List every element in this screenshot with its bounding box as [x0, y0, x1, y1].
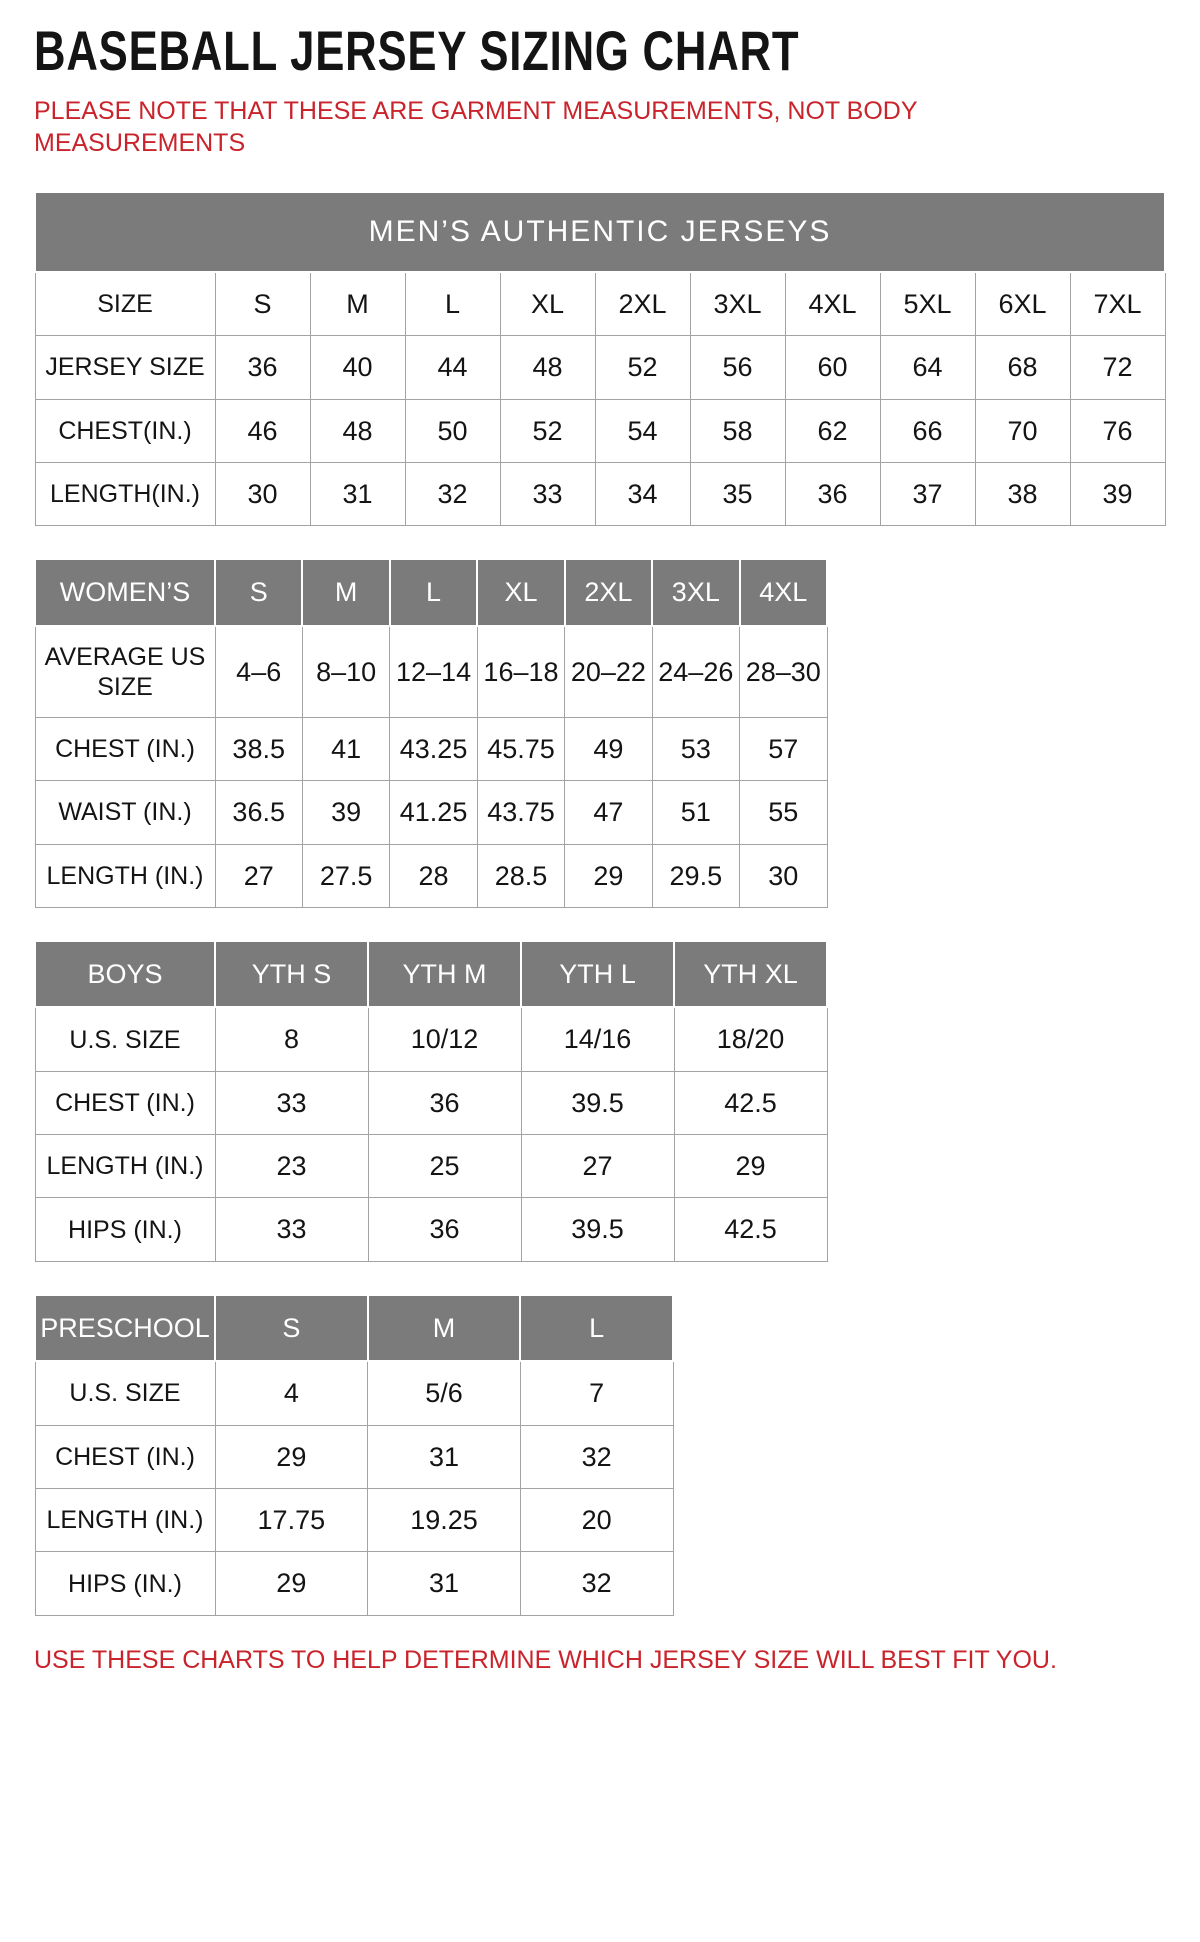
womens-size-value: 45.75 — [477, 717, 564, 780]
preschool-size-value: 29 — [215, 1425, 368, 1488]
womens-size-value: 51 — [652, 781, 739, 844]
mens-size-value: 40 — [310, 336, 405, 399]
mens-size-value: 76 — [1070, 399, 1165, 462]
boys-row-label: LENGTH (IN.) — [35, 1135, 215, 1198]
preschool-row — [35, 1489, 673, 1552]
preschool-size-value: 20 — [520, 1489, 673, 1552]
boys-size-value: 42.5 — [674, 1198, 827, 1261]
womens-size-value: 4–6 — [215, 626, 302, 718]
preschool-row — [35, 1552, 673, 1615]
womens-size-value: 41 — [302, 717, 389, 780]
boys-size-value: 39.5 — [521, 1071, 674, 1134]
boys-column-header: YTH S — [215, 941, 368, 1007]
mens-size-value: 36 — [215, 336, 310, 399]
womens-size-value: 39 — [302, 781, 389, 844]
mens-size-value: 48 — [310, 399, 405, 462]
womens-size-value: 29.5 — [652, 844, 739, 907]
boys-size-value: 33 — [215, 1071, 368, 1134]
mens-size-value: 62 — [785, 399, 880, 462]
preschool-header-label: PRESCHOOL — [35, 1295, 215, 1361]
boys-size-value: 14/16 — [521, 1007, 674, 1071]
preschool-size-value: 5/6 — [368, 1361, 521, 1425]
mens-size-value: 30 — [215, 462, 310, 525]
mens-size-value: 46 — [215, 399, 310, 462]
mens-size-value: 7XL — [1070, 272, 1165, 336]
womens-size-value: 30 — [740, 844, 827, 907]
womens-row — [35, 781, 827, 844]
womens-column-header: 3XL — [652, 559, 739, 625]
boys-size-value: 36 — [368, 1198, 521, 1261]
womens-size-value: 8–10 — [302, 626, 389, 718]
boys-row — [35, 1071, 827, 1134]
womens-column-header: L — [390, 559, 477, 625]
boys-size-value: 39.5 — [521, 1198, 674, 1261]
mens-title-row — [35, 192, 1165, 272]
mens-size-value: 52 — [500, 399, 595, 462]
womens-row-label: WAIST (IN.) — [35, 781, 215, 844]
boys-column-header: YTH XL — [674, 941, 827, 1007]
boys-size-value: 10/12 — [368, 1007, 521, 1071]
womens-column-header: M — [302, 559, 389, 625]
mens-size-value: 70 — [975, 399, 1070, 462]
page-title-text: BASEBALL JERSEY SIZING CHART — [34, 19, 800, 82]
mens-size-value: 32 — [405, 462, 500, 525]
boys-row-label: HIPS (IN.) — [35, 1198, 215, 1261]
preschool-column-header: M — [368, 1295, 521, 1361]
womens-size-value: 24–26 — [652, 626, 739, 718]
boys-row — [35, 1007, 827, 1071]
mens-size-value: 54 — [595, 399, 690, 462]
womens-size-value: 28–30 — [740, 626, 827, 718]
womens-column-header: 2XL — [565, 559, 652, 625]
preschool-size-value: 29 — [215, 1552, 368, 1615]
womens-size-value: 47 — [565, 781, 652, 844]
boys-size-value: 36 — [368, 1071, 521, 1134]
mens-size-value: 36 — [785, 462, 880, 525]
womens-size-value: 20–22 — [565, 626, 652, 718]
womens-column-header: S — [215, 559, 302, 625]
mens-size-value: M — [310, 272, 405, 336]
preschool-size-value: 17.75 — [215, 1489, 368, 1552]
boys-column-header: YTH L — [521, 941, 674, 1007]
mens-size-value: 37 — [880, 462, 975, 525]
womens-row-label: CHEST (IN.) — [35, 717, 215, 780]
womens-size-value: 28.5 — [477, 844, 564, 907]
boys-size-value: 42.5 — [674, 1071, 827, 1134]
mens-size-value: 60 — [785, 336, 880, 399]
mens-size-value: 4XL — [785, 272, 880, 336]
boys-column-header: YTH M — [368, 941, 521, 1007]
womens-size-value: 43.25 — [390, 717, 477, 780]
preschool-column-header: S — [215, 1295, 368, 1361]
womens-header-row — [35, 559, 827, 625]
womens-size-value: 27.5 — [302, 844, 389, 907]
preschool-size-value: 31 — [368, 1552, 521, 1615]
mens-size-value: 50 — [405, 399, 500, 462]
mens-row — [35, 399, 1165, 462]
preschool-row — [35, 1425, 673, 1488]
womens-sizing-table — [34, 558, 828, 908]
womens-size-value: 38.5 — [215, 717, 302, 780]
mens-size-value: 48 — [500, 336, 595, 399]
preschool-row-label: CHEST (IN.) — [35, 1425, 215, 1488]
mens-size-value: 66 — [880, 399, 975, 462]
womens-row — [35, 717, 827, 780]
womens-size-value: 36.5 — [215, 781, 302, 844]
womens-size-value: 43.75 — [477, 781, 564, 844]
womens-size-value: 41.25 — [390, 781, 477, 844]
preschool-size-value: 32 — [520, 1552, 673, 1615]
mens-size-value: 44 — [405, 336, 500, 399]
mens-size-value: 34 — [595, 462, 690, 525]
mens-size-value: 33 — [500, 462, 595, 525]
mens-row-label: JERSEY SIZE — [35, 336, 215, 399]
mens-size-value: XL — [500, 272, 595, 336]
womens-row — [35, 626, 827, 718]
preschool-sizing-table — [34, 1294, 674, 1616]
boys-size-value: 29 — [674, 1135, 827, 1198]
mens-size-value: 52 — [595, 336, 690, 399]
womens-size-value: 12–14 — [390, 626, 477, 718]
mens-sizing-table — [34, 191, 1166, 527]
womens-column-header: XL — [477, 559, 564, 625]
mens-row-label: LENGTH(IN.) — [35, 462, 215, 525]
womens-size-value: 55 — [740, 781, 827, 844]
preschool-row-label: LENGTH (IN.) — [35, 1489, 215, 1552]
preschool-row — [35, 1361, 673, 1425]
boys-row — [35, 1198, 827, 1261]
mens-size-value: 6XL — [975, 272, 1070, 336]
mens-size-value: 38 — [975, 462, 1070, 525]
boys-size-value: 27 — [521, 1135, 674, 1198]
womens-size-value: 16–18 — [477, 626, 564, 718]
boys-size-value: 18/20 — [674, 1007, 827, 1071]
womens-size-value: 57 — [740, 717, 827, 780]
boys-header-row — [35, 941, 827, 1007]
womens-row — [35, 844, 827, 907]
mens-row — [35, 336, 1165, 399]
mens-row-label: SIZE — [35, 272, 215, 336]
boys-size-value: 25 — [368, 1135, 521, 1198]
boys-row-label: CHEST (IN.) — [35, 1071, 215, 1134]
womens-row-label: AVERAGE US SIZE — [35, 626, 215, 718]
womens-size-value: 27 — [215, 844, 302, 907]
mens-row — [35, 272, 1165, 336]
boys-size-value: 23 — [215, 1135, 368, 1198]
mens-size-value: 58 — [690, 399, 785, 462]
fit-guidance-note: USE THESE CHARTS TO HELP DETERMINE WHICH JERSEY SIZE WILL BEST FIT YOU. — [34, 1645, 1057, 1674]
preschool-column-header: L — [520, 1295, 673, 1361]
womens-size-value: 28 — [390, 844, 477, 907]
mens-size-value: 68 — [975, 336, 1070, 399]
mens-size-value: 3XL — [690, 272, 785, 336]
womens-row-label: LENGTH (IN.) — [35, 844, 215, 907]
mens-size-value: L — [405, 272, 500, 336]
mens-row — [35, 462, 1165, 525]
mens-size-value: 56 — [690, 336, 785, 399]
preschool-size-value: 4 — [215, 1361, 368, 1425]
mens-row-label: CHEST(IN.) — [35, 399, 215, 462]
preschool-size-value: 32 — [520, 1425, 673, 1488]
mens-size-value: 64 — [880, 336, 975, 399]
mens-table-title: MEN’S AUTHENTIC JERSEYS — [35, 192, 1165, 272]
mens-size-value: 5XL — [880, 272, 975, 336]
boys-header-label: BOYS — [35, 941, 215, 1007]
womens-size-value: 29 — [565, 844, 652, 907]
tables-container — [34, 191, 1166, 1616]
page-title — [34, 19, 1166, 82]
mens-size-value: 72 — [1070, 336, 1165, 399]
boys-row — [35, 1135, 827, 1198]
preschool-size-value: 7 — [520, 1361, 673, 1425]
preschool-size-value: 19.25 — [368, 1489, 521, 1552]
boys-sizing-table — [34, 940, 828, 1262]
mens-size-value: 31 — [310, 462, 405, 525]
mens-size-value: 35 — [690, 462, 785, 525]
womens-header-label: WOMEN’S — [35, 559, 215, 625]
boys-row-label: U.S. SIZE — [35, 1007, 215, 1071]
mens-size-value: 2XL — [595, 272, 690, 336]
boys-size-value: 33 — [215, 1198, 368, 1261]
mens-size-value: 39 — [1070, 462, 1165, 525]
preschool-size-value: 31 — [368, 1425, 521, 1488]
womens-size-value: 49 — [565, 717, 652, 780]
preschool-row-label: U.S. SIZE — [35, 1361, 215, 1425]
mens-size-value: S — [215, 272, 310, 336]
womens-column-header: 4XL — [740, 559, 827, 625]
preschool-header-row — [35, 1295, 673, 1361]
boys-size-value: 8 — [215, 1007, 368, 1071]
garment-measurement-note: PLEASE NOTE THAT THESE ARE GARMENT MEASUREMENTS, NOT BODY MEASUREMENTS — [34, 96, 918, 157]
preschool-row-label: HIPS (IN.) — [35, 1552, 215, 1615]
womens-size-value: 53 — [652, 717, 739, 780]
